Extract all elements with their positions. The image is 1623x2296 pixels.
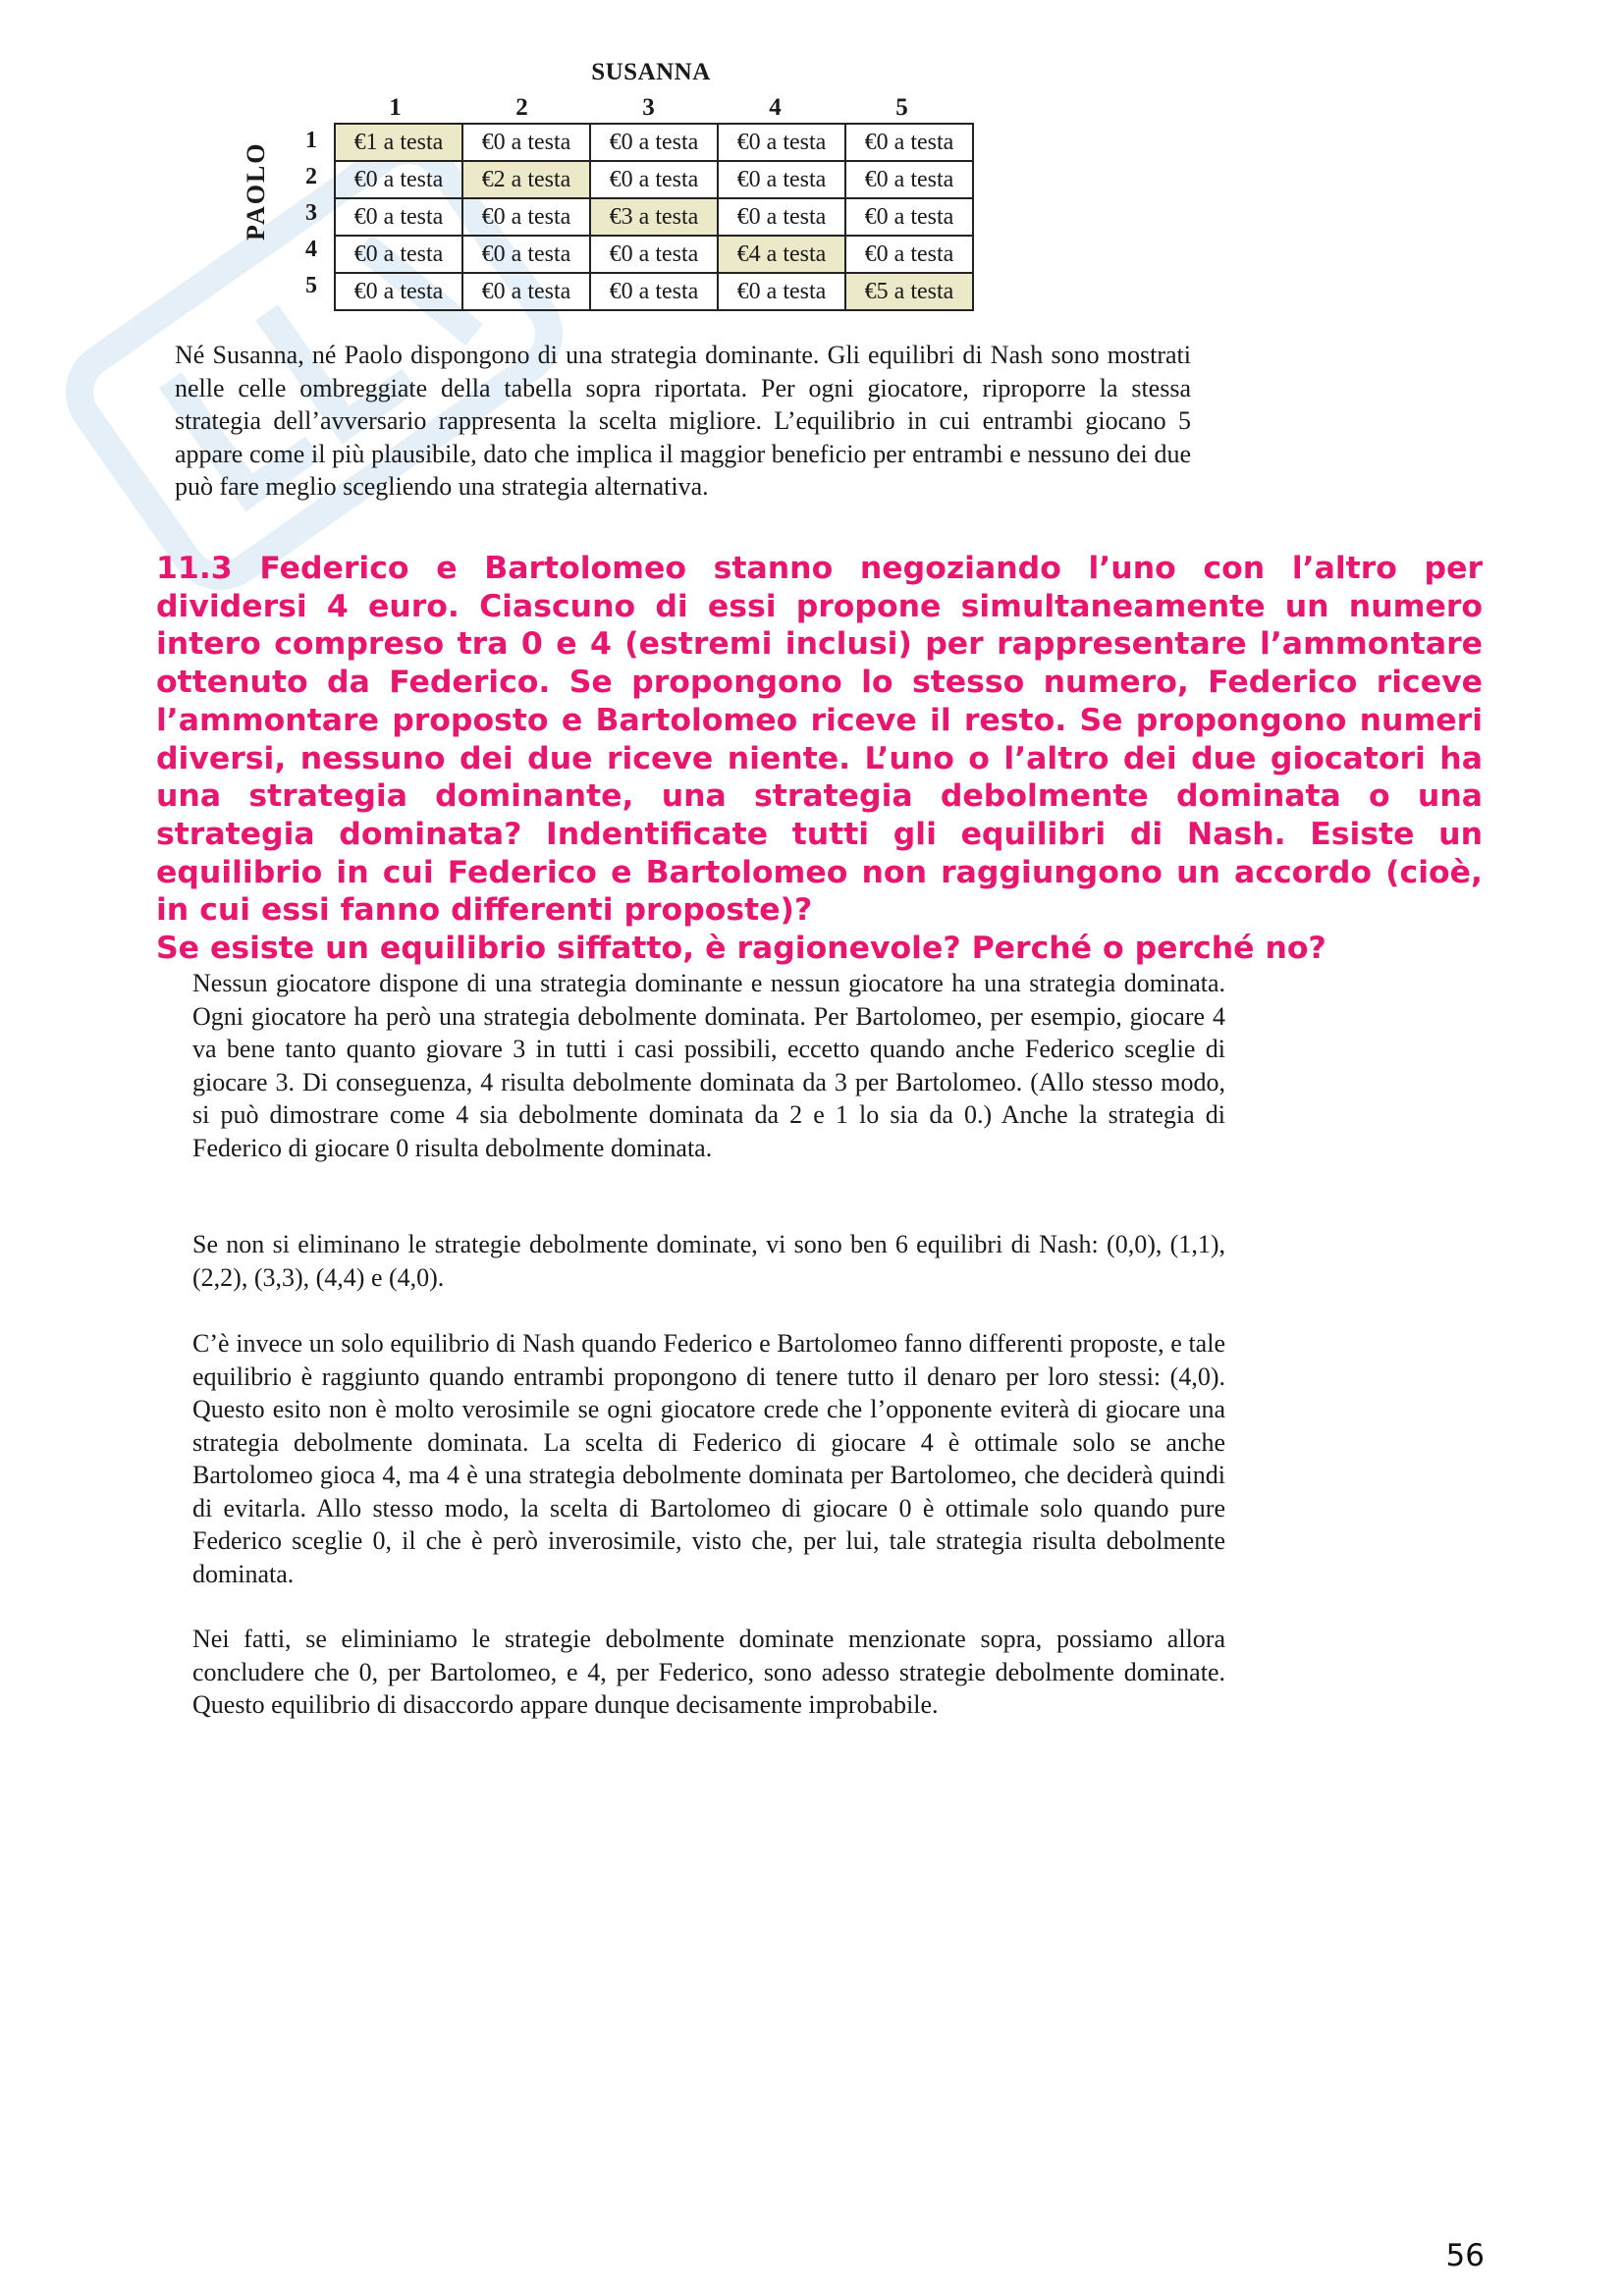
table-row (335, 273, 973, 310)
table-cell: €0 a testa (590, 236, 718, 273)
table-row (335, 236, 973, 273)
column-label: 2 (515, 94, 528, 121)
table-cell: €0 a testa (718, 198, 845, 236)
page-number: 56 (1445, 2238, 1485, 2273)
row-label: 5 (305, 273, 317, 298)
table-cell: €0 a testa (718, 161, 845, 198)
row-label: 4 (305, 237, 317, 262)
table-cell: €0 a testa (845, 161, 973, 198)
paragraph: Né Susanna, né Paolo dispongono di una strategia dominante. Gli equilibri di Nash sono mostrati nelle celle ombreggiate della tabella sopra riportata. Per ogni giocatore, riproporre la stessa strategia dell’avversario rappresenta la scelta migliore. L’equilibrio in cui entrambi giocano 5 appare come il più plausibile, dato che implica il maggior beneficio per entrambi e nessuno dei due può fare meglio scegliendo una strategia alternativa. (175, 341, 1191, 501)
question-block (156, 550, 1483, 968)
table-cell: €0 a testa (335, 198, 462, 236)
row-player-label: PAOLO (242, 141, 270, 240)
row-label: 1 (305, 128, 317, 153)
table-cell: €0 a testa (718, 124, 845, 161)
paragraph: Nei fatti, se eliminiamo le strategie debolmente dominate menzionate sopra, possiamo allora concludere che 0, per Bartolomeo, e 4, per Federico, sono adesso strategie debolmente dominate. Questo equilibrio di disaccordo appare dunque decisamente improbabile. (192, 1625, 1225, 1719)
answer-paragraph-1 (192, 967, 1225, 1164)
table-cell: €0 a testa (590, 161, 718, 198)
row-label: 3 (305, 200, 317, 226)
answer-paragraph-3 (192, 1327, 1225, 1590)
paragraph: Se non si eliminano le strategie debolmente dominate, vi sono ben 6 equilibri di Nash: (0,0), (1,1), (2,2), (3,3), (4,4) e (4,0). (192, 1230, 1225, 1292)
table-cell: €0 a testa (590, 273, 718, 310)
table-cell: €0 a testa (845, 198, 973, 236)
column-labels (332, 94, 968, 120)
column-label: 1 (389, 94, 402, 121)
table-cell: €0 a testa (335, 273, 462, 310)
answer-paragraph-4 (192, 1623, 1225, 1722)
column-player-label: SUSANNA (591, 59, 711, 85)
table-cell: €0 a testa (845, 124, 973, 161)
table-cell: €0 a testa (718, 273, 845, 310)
table-row (335, 161, 973, 198)
table-cell: €0 a testa (462, 236, 590, 273)
table-cell: €0 a testa (845, 236, 973, 273)
payoff-table (334, 123, 974, 311)
question-text: 11.3 Federico e Bartolomeo stanno negoziando l’uno con l’altro per dividersi 4 euro. Ciascuno di essi propone simultaneamente un numero intero compreso tra 0 e 4 (estremi inclusi) per rappresentare l’ammontare ottenuto da Federico. Se propongono lo stesso numero, Federico riceve l’ammontare proposto e Bartolomeo riceve il resto. Se propongono numeri diversi, nessuno dei due riceve niente. L’uno o l’altro dei due giocatori ha una strategia dominante, una strategia debolmente dominata o una strategia dominata? Indentificate tutti gli equilibri di Nash. Esiste un equilibrio in cui Federico e Bartolomeo non raggiungono un accordo (cioè, in cui essi fanno differenti proposte)? (156, 551, 1483, 929)
prev-answer (175, 339, 1191, 504)
table-cell: €3 a testa (590, 198, 718, 236)
paragraph: C’è invece un solo equilibrio di Nash quando Federico e Bartolomeo fanno differenti proposte, e tale equilibrio è raggiunto quando entrambi propongono di tenere tutto il denaro per loro stessi: (4,0). Questo esito non è molto verosimile se ogni giocatore crede che l’opponente eviterà di giocare una strategia debolmente dominata. La scelta di Federico di giocare 4 è ottimale solo se anche Bartolomeo gioca 4, ma 4 è una strategia debolmente dominata per Bartolomeo, che deciderà quindi di evitarla. Allo stesso modo, la scelta di Bartolomeo di giocare 0 è ottimale solo quando pure Federico sceglie 0, il che è però inverosimile, visto che, per lui, tale strategia risulta debolmente dominata. (192, 1329, 1225, 1588)
table-cell: €0 a testa (590, 124, 718, 161)
column-label: 4 (769, 94, 782, 121)
table-cell: €0 a testa (335, 236, 462, 273)
table-cell: €0 a testa (462, 198, 590, 236)
row-labels (297, 123, 326, 304)
paragraph: Nessun giocatore dispone di una strategia dominante e nessun giocatore ha una strategia dominata. Ogni giocatore ha però una strategia debolmente dominata. Per Bartolomeo, per esempio, giocare 4 va bene tanto quanto giovare 3 in tutti i casi possibili, eccetto quando anche Federico sceglie di giocare 3. Di conseguenza, 4 risulta debolmente dominata da 3 per Bartolomeo. (Allo stesso modo, si può dimostrare come 4 sia debolmente dominata da 2 e 1 lo sia da 0.) Anche la strategia di Federico di giocare 0 risulta debolmente dominata. (192, 969, 1225, 1162)
answer-paragraph-2 (192, 1228, 1225, 1294)
table-cell: €4 a testa (718, 236, 845, 273)
row-label: 2 (305, 164, 317, 189)
table-cell: €1 a testa (335, 124, 462, 161)
column-label: 5 (895, 94, 908, 121)
table-row (335, 124, 973, 161)
table-cell: €5 a testa (845, 273, 973, 310)
table-cell: €0 a testa (335, 161, 462, 198)
table-cell: €2 a testa (462, 161, 590, 198)
table-cell: €0 a testa (462, 273, 590, 310)
table-row (335, 198, 973, 236)
column-label: 3 (642, 94, 655, 121)
question-text-last: Se esiste un equilibrio siffatto, è ragionevole? Perché o perché no? (156, 931, 1326, 967)
table-cell: €0 a testa (462, 124, 590, 161)
